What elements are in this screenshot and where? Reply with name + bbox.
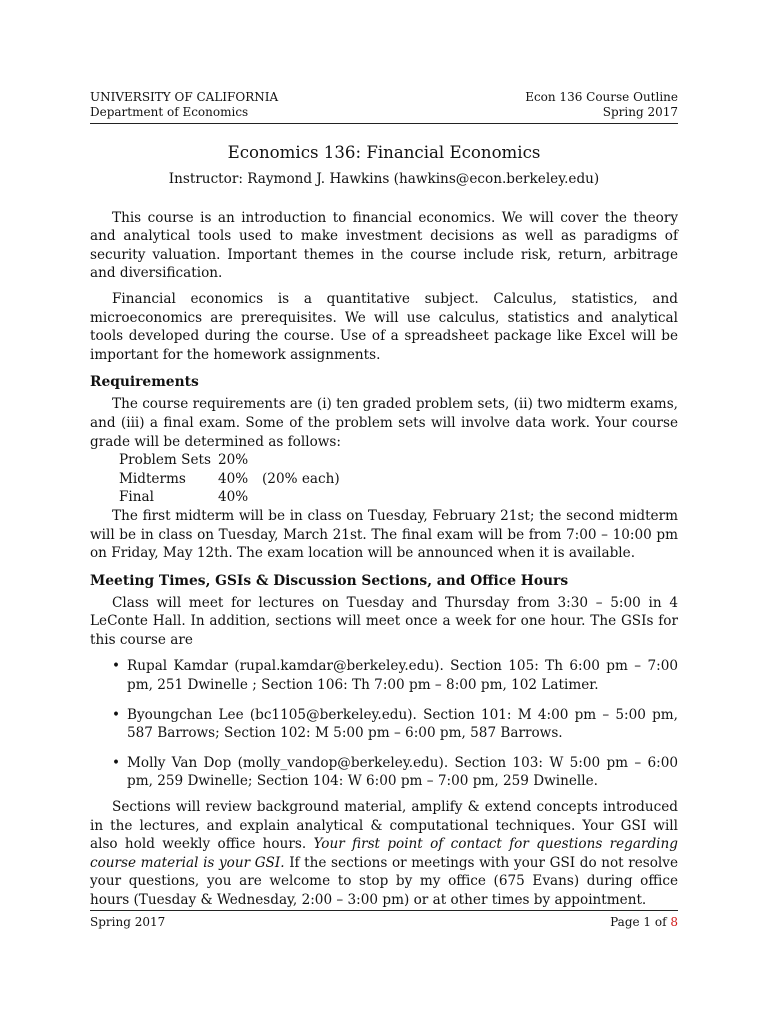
grade-row bbox=[119, 488, 340, 507]
page-content bbox=[90, 90, 678, 910]
sections-paragraph bbox=[90, 798, 678, 910]
grade-weight: 40% bbox=[218, 470, 249, 487]
grade-breakdown-table bbox=[119, 451, 340, 507]
grade-note bbox=[262, 451, 340, 470]
header-left bbox=[90, 90, 278, 120]
header-rule bbox=[90, 123, 678, 124]
office-hours-text: If the sections or meetings with your GSI do not resolve your questions, you are welcome to stop by my office (675 Evans) during office hours (Tuesday & Wednesday, 2:00 – 3:00 pm) or at other times by appointment. bbox=[90, 854, 679, 908]
grade-note: (20% each) bbox=[262, 470, 340, 487]
bullet-icon: • bbox=[112, 754, 121, 771]
requirements-paragraph: The course requirements are (i) ten graded problem sets, (ii) two midterm exams, and (iii) a final exam. Some of the problem sets will involve data work. Your course grade will be determined as follows: bbox=[90, 396, 678, 450]
exam-dates-paragraph: The first midterm will be in class on Tuesday, February 21st; the second midterm will be in class on Tuesday, March 21st. The final exam will be from 7:00 – 10:00 pm on Friday, May 12th. The exam location will be announced when it is available. bbox=[90, 507, 678, 562]
meeting-heading: Meeting Times, GSIs & Discussion Sections, and Office Hours bbox=[90, 572, 569, 589]
instructor-line: Instructor: Raymond J. Hawkins (hawkins@econ.berkeley.edu) bbox=[168, 171, 600, 187]
list-item bbox=[90, 754, 678, 791]
gsi-list bbox=[90, 657, 678, 791]
document-title: Economics 136: Financial Economics bbox=[227, 143, 541, 162]
gsi-contact-emphasis: Your first point of contact for questions regarding course material is your GSI. bbox=[90, 836, 678, 871]
header-term: Spring 2017 bbox=[602, 105, 678, 119]
gsi-entry: Rupal Kamdar (rupal.kamdar@berkeley.edu). Section 105: Th 6:00 pm – 7:00 pm, 251 Dwinelle ; Section 106: Th 7:00 pm – 8:00 pm, 102 Latimer. bbox=[127, 658, 678, 694]
bullet-icon: • bbox=[112, 706, 121, 723]
requirements-heading: Requirements bbox=[90, 374, 199, 391]
list-item bbox=[90, 657, 678, 694]
header-course: Econ 136 Course Outline bbox=[525, 90, 678, 104]
grade-weight: 20% bbox=[218, 452, 249, 469]
grade-item: Problem Sets bbox=[119, 452, 211, 469]
bullet-icon: • bbox=[112, 658, 121, 675]
grade-weight: 40% bbox=[218, 489, 249, 506]
header-university: UNIVERSITY OF CALIFORNIA bbox=[90, 90, 279, 104]
grade-row bbox=[119, 451, 340, 470]
header-department: Department of Economics bbox=[90, 105, 249, 119]
intro-paragraph-1: This course is an introduction to financial economics. We will cover the theory and analytical tools used to make investment decisions as well as paradigms of security valuation. Important themes in the course include risk, return, arbitrage and diversification. bbox=[90, 209, 678, 282]
grade-note bbox=[262, 488, 340, 507]
gsi-entry: Molly Van Dop (molly_vandop@berkeley.edu). Section 103: W 5:00 pm – 6:00 pm, 259 Dwinelle; Section 104: W 6:00 pm – 7:00 pm, 259 Dwinelle. bbox=[127, 754, 678, 790]
grade-row bbox=[119, 470, 340, 489]
grade-item: Midterms bbox=[119, 470, 186, 487]
grade-item: Final bbox=[119, 489, 154, 506]
running-footer bbox=[90, 910, 678, 930]
sections-text: Sections will review background material, amplify & extend concepts introduced in the lectures, and explain analytical & computational techniques. Your GSI will also hold weekly office hours. bbox=[90, 799, 678, 853]
meeting-paragraph: Class will meet for lectures on Tuesday and Thursday from 3:30 – 5:00 in 4 LeConte Hall. In addition, sections will meet once a week for one hour. The GSIs for this course are bbox=[90, 594, 678, 648]
footer-term: Spring 2017 bbox=[90, 915, 166, 929]
page-number-label: Page 1 of bbox=[610, 915, 667, 929]
running-header bbox=[90, 90, 678, 120]
gsi-entry: Byoungchan Lee (bc1105@berkeley.edu). Section 101: M 4:00 pm – 5:00 pm, 587 Barrows; Section 102: M 5:00 pm – 6:00 pm, 587 Barrows. bbox=[127, 706, 678, 742]
page-number bbox=[610, 914, 678, 930]
page-total-link[interactable]: 8 bbox=[670, 915, 678, 929]
header-right bbox=[525, 90, 678, 120]
list-item bbox=[90, 706, 678, 743]
intro-paragraph-2: Financial economics is a quantitative subject. Calculus, statistics, and microeconomics are prerequisites. We will use calculus, statistics and analytical tools developed during the course. Use of a spreadsheet package like Excel will be important for the homework assignments. bbox=[90, 290, 678, 363]
